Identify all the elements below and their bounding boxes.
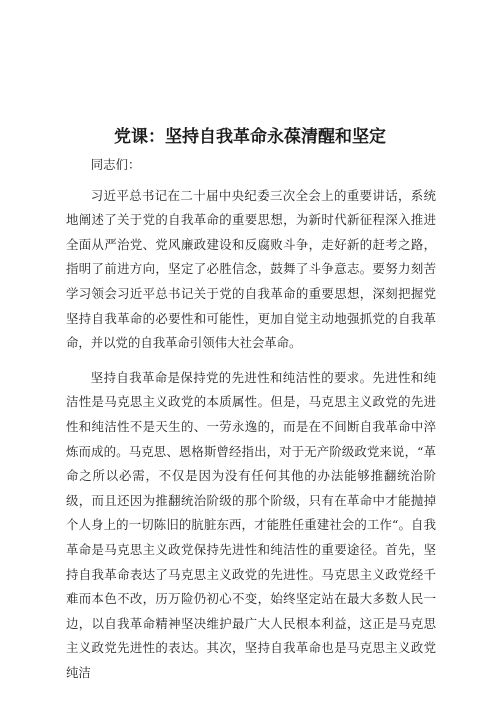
- paragraph-2: 坚持自我革命是保持党的先进性和纯洁性的要求。先进性和纯洁性是马克思主义政党的本质属性。但是，马克思主义政党的先进性和纯洁性不是天生的、一劳永逸的，而是在不间断自我革命中淬炼而成的。马克思、恩格斯曾经指出，对于无产阶级政党来说，“革命之所以必需，不仅是因为没有任何其他的办法能够推翻统治阶级，而且还因为推翻统治阶级的那个阶级，只有在革命中才能抛掉个人身上的一切陈旧的肮脏东西，才能胜任重建社会的工作“。自我革命是马克思主义政党保持先进性和纯洁性的重要途径。首先，坚持自我革命表达了马克思主义政党的先进性。马克思主义政党经千难而本色不改，历万险仍初心不变，始终坚定站在最大多数人民一边，以自我革命精神坚决维护最广大人民根本利益，这正是马克思主义政党先进性的表达。其次，坚持自我革命也是马克思主义政党纯洁: [66, 369, 436, 680]
- document-body: [66, 153, 436, 695]
- document-title: 党课：坚持自我革命永葆清醒和坚定: [114, 127, 386, 147]
- paragraph-1: 习近平总书记在二十届中央纪委三次全会上的重要讲话，系统地阐述了关于党的自我革命的重要思想，为新时代新征程深入推进全面从严治党、党风廉政建设和反腐败斗争，走好新的赶考之路，指明了前进方向，坚定了必胜信念，鼓舞了斗争意志。要努力刻苦学习领会习近平总书记关于党的自我革命的重要思想，深刻把握党坚持自我革命的必要性和可能性，更加自觉主动地强抓党的自我革命，并以党的自我革命引领伟大社会革命。: [66, 187, 436, 351]
- salutation: 同志们：: [90, 157, 141, 172]
